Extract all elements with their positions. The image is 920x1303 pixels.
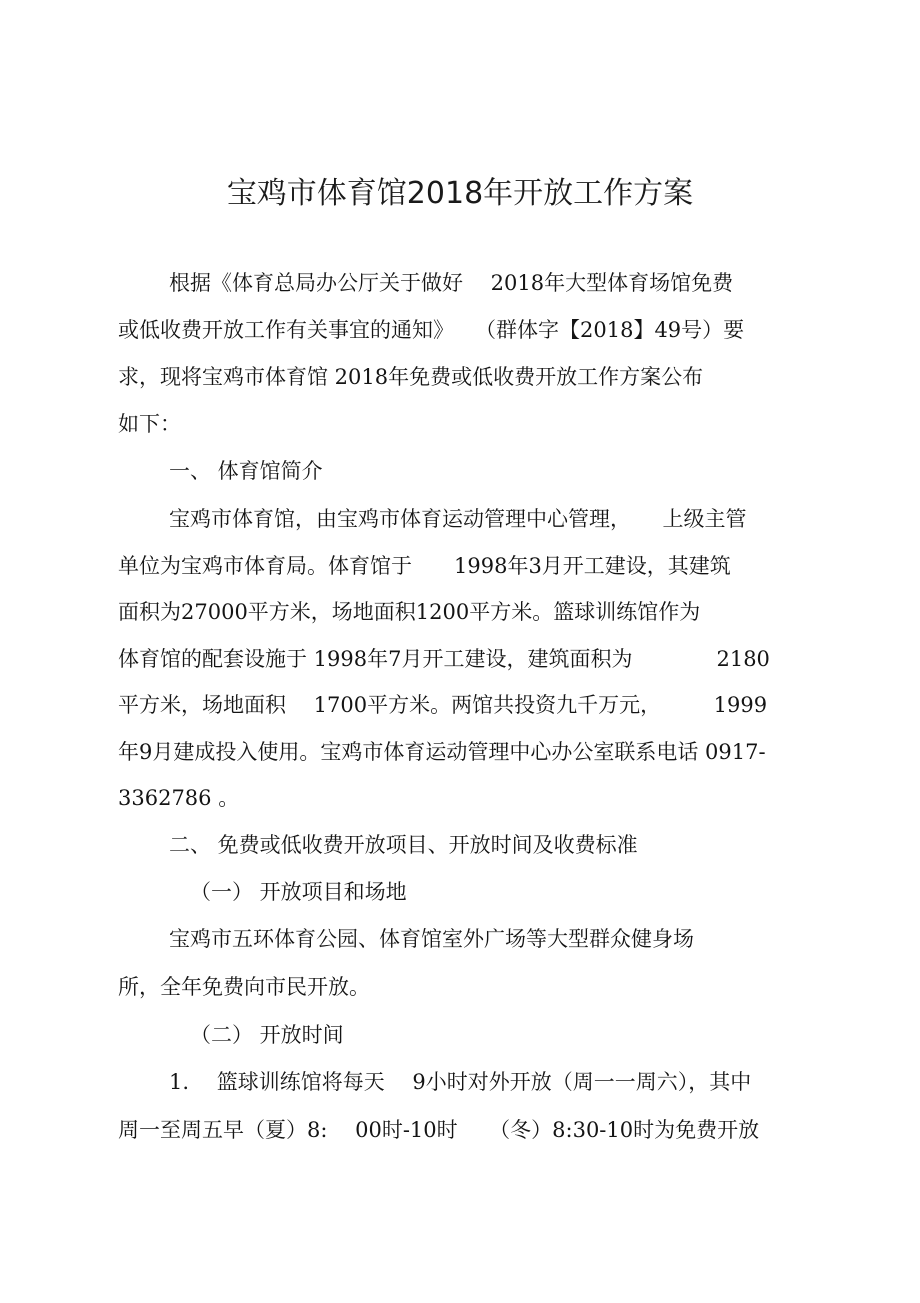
paragraph-line-3: 求，现将宝鸡市体育馆 2018年免费或低收费开放工作方案公布 (118, 365, 704, 389)
paragraph-line-11: 3362786 。 (118, 786, 240, 810)
paragraph-line-13: 所，全年免费向市民开放。 (118, 975, 370, 999)
section-heading-1: 一、 体育馆简介 (169, 459, 323, 483)
subsection-heading-1: （一） 开放项目和场地 (190, 880, 407, 904)
subsection-heading-2: （二） 开放时间 (190, 1023, 344, 1047)
paragraph-line-1: 根据《体育总局办公厅关于做好 2018年大型体育场馆免费 (169, 271, 734, 295)
paragraph-line-10: 年9月建成投入使用。宝鸡市体育运动管理中心办公室联系电话 0917- (118, 740, 766, 764)
paragraph-line-6: 单位为宝鸡市体育局。体育馆于 1998年3月开工建设，其建筑 (118, 554, 731, 578)
paragraph-line-8: 体育馆的配套设施于 1998年7月开工建设，建筑面积为 2180 (118, 647, 770, 671)
document-title: 宝鸡市体育馆2018年开放工作方案 (226, 176, 694, 211)
paragraph-line-9: 平方米，场地面积 1700平方米。两馆共投资九千万元， 1999 (118, 693, 768, 717)
paragraph-line-4: 如下： (118, 412, 181, 436)
paragraph-line-12: 宝鸡市五环体育公园、体育馆室外广场等大型群众健身场 (169, 927, 694, 951)
paragraph-line-2: 或低收费开放工作有关事宜的通知》 （群体字【2018】49号）要 (118, 318, 745, 342)
section-heading-2: 二、 免费或低收费开放项目、开放时间及收费标准 (169, 833, 638, 857)
paragraph-line-15: 周一至周五早（夏）8: 00时-10时 （冬）8:30-10时为免费开放 (118, 1118, 760, 1142)
paragraph-line-5: 宝鸡市体育馆，由宝鸡市体育运动管理中心管理， 上级主管 (169, 507, 747, 531)
paragraph-line-7: 面积为27000平方米，场地面积1200平方米。篮球训练馆作为 (118, 600, 701, 624)
paragraph-line-14: 1. 篮球训练馆将每天 9小时对外开放（周一一周六），其中 (169, 1070, 752, 1094)
